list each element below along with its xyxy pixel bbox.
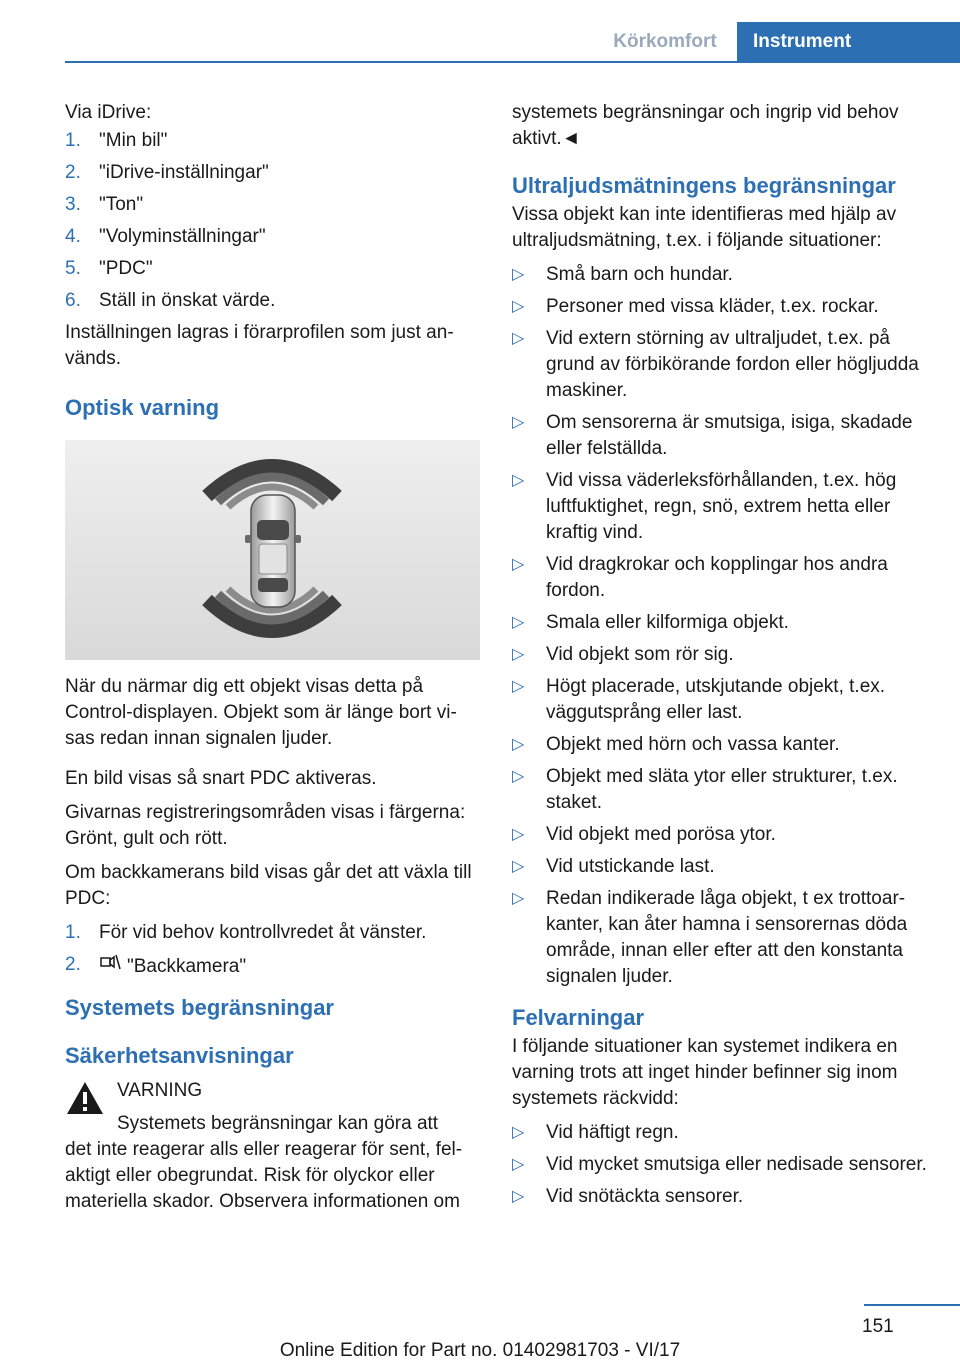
- pdc-activated-paragraph: En bild visas så snart PDC aktiveras.: [65, 768, 377, 789]
- sakerhet-heading: Säkerhetsanvisningar: [65, 1043, 294, 1068]
- step-text: "Backkamera": [127, 956, 247, 977]
- intro-text: Via iDrive:: [65, 102, 152, 123]
- step-number: 1.: [65, 922, 81, 943]
- list-item: ▷ Vid objekt som rör sig.: [512, 642, 928, 668]
- idrive-steps: [65, 128, 480, 314]
- step-number: 6.: [65, 290, 81, 311]
- edition-text: Online Edition for Part no. 01402981703 - VI/17: [279, 1340, 681, 1361]
- step-text: "Ton": [99, 194, 144, 215]
- warning-block: [65, 1078, 480, 1215]
- step-item: [65, 160, 480, 186]
- step-number: 2.: [65, 162, 81, 183]
- pdc-car-illustration: [65, 440, 480, 660]
- step-number: 1.: [65, 130, 81, 151]
- pdc-display-image: [65, 440, 480, 660]
- step-text: För vid behov kontrollvredet åt vänster.: [99, 922, 427, 943]
- step-item: [65, 952, 480, 980]
- step-number: 4.: [65, 226, 81, 247]
- header-rule: [65, 61, 960, 63]
- camera-steps: [65, 920, 480, 980]
- list-item: ▷ Objekt med släta ytor eller strukturer, t.ex. staket.: [512, 764, 928, 816]
- list-item: ▷ Redan indikerade låga objekt, t ex trottoarkanter, kan åter hamna i sensorernas döda område, innan eller efter att den konstanta signalen ljuder.: [512, 886, 928, 990]
- step-item: [65, 288, 480, 314]
- header-chapter-tab: Instrument: [737, 22, 960, 62]
- step-text: "Volyminställningar": [99, 226, 266, 247]
- list-item: ▷ Objekt med hörn och vassa kanter.: [512, 732, 928, 758]
- continued-text: systemets begränsningar och ingrip vid behov aktivt.◄: [512, 102, 899, 149]
- camera-car-icon: [99, 952, 123, 972]
- felvarningar-heading: Felvarningar: [512, 1005, 645, 1030]
- header-section-tab: Körkomfort: [613, 31, 717, 52]
- list-item: ▷ Vid mycket smutsiga eller nedisade sensorer.: [512, 1152, 928, 1178]
- list-item: ▷ Om sensorerna är smutsiga, isiga, skadade eller felställda.: [512, 410, 928, 462]
- step-item: [65, 192, 480, 218]
- list-item: ▷ Vid objekt med porösa ytor.: [512, 822, 928, 848]
- step-text: "iDrive-inställningar": [99, 162, 269, 183]
- step-number: 5.: [65, 258, 81, 279]
- step-item: [65, 224, 480, 250]
- step-number: 3.: [65, 194, 81, 215]
- warning-text-body: det inte reagerar alls eller reagerar för sent, felaktigt eller obegrundat. Risk för olyckor eller materiella skador. Observera informationen om: [65, 1139, 463, 1212]
- camera-switch-paragraph: Om backkamerans bild visas går det att växla till PDC:: [65, 862, 472, 909]
- step-text: "PDC": [99, 258, 153, 279]
- step-text: Ställ in önskat värde.: [99, 290, 276, 311]
- page-number: 151: [862, 1316, 894, 1337]
- list-item: ▷ Små barn och hundar.: [512, 262, 928, 288]
- step-text: "Min bil": [99, 130, 168, 151]
- warning-text-line: Systemets begränsningar kan göra att: [117, 1113, 439, 1134]
- step-item: [65, 920, 480, 946]
- ultraljud-intro: Vissa objekt kan inte identifieras med hjälp av ultraljudsmätning, t.ex. i följande situationer:: [512, 204, 897, 251]
- systemets-heading: Systemets begränsningar: [65, 995, 334, 1020]
- colors-paragraph: Givarnas registreringsområden visas i färgerna: Grönt, gult och rött.: [65, 802, 466, 849]
- list-item: ▷ Personer med vissa kläder, t.ex. rockar.: [512, 294, 928, 320]
- ultraljud-heading: Ultraljudsmätningens begränsningar: [512, 173, 896, 198]
- list-item: ▷ Smala eller kilformiga objekt.: [512, 610, 928, 636]
- warning-title: VARNING: [117, 1080, 203, 1101]
- list-item: ▷ Vid extern störning av ultraljudet, t.ex. på grund av förbikörande fordon eller högljudda maskiner.: [512, 326, 928, 404]
- step-number: 2.: [65, 954, 81, 975]
- felvarningar-intro: I följande situationer kan systemet indikera en varning trots att inget hinder befinner sig inom systemets räckvidd:: [512, 1036, 898, 1109]
- list-item: ▷ Vid snötäckta sensorer.: [512, 1184, 928, 1210]
- footer-rule: [864, 1304, 960, 1306]
- right-column: [512, 100, 928, 1216]
- warning-triangle-icon: [65, 1080, 105, 1116]
- backkamera-icon: [99, 952, 127, 980]
- felvarningar-list: [512, 1120, 928, 1210]
- step-item: [65, 256, 480, 282]
- list-item: ▷ Vid vissa väderleksförhållanden, t.ex. hög luftfuktighet, regn, snö, extrem hetta eller kraftig vind.: [512, 468, 928, 546]
- left-column: [65, 100, 480, 1215]
- list-item: ▷ Högt placerade, utskjutande objekt, t.ex. väggutsprång eller last.: [512, 674, 928, 726]
- saved-note: Inställningen lagras i förarprofilen som just används.: [65, 322, 454, 369]
- step-item: [65, 128, 480, 154]
- ultraljud-list: [512, 262, 928, 990]
- list-item: ▷ Vid dragkrokar och kopplingar hos andra fordon.: [512, 552, 928, 604]
- optisk-varning-heading: Optisk varning: [65, 395, 220, 420]
- list-item: ▷ Vid häftigt regn.: [512, 1120, 928, 1146]
- approach-paragraph: När du närmar dig ett objekt visas detta på Control-displayen. Objekt som är länge bort visas redan innan signalen ljuder.: [65, 676, 457, 749]
- list-item: ▷ Vid utstickande last.: [512, 854, 928, 880]
